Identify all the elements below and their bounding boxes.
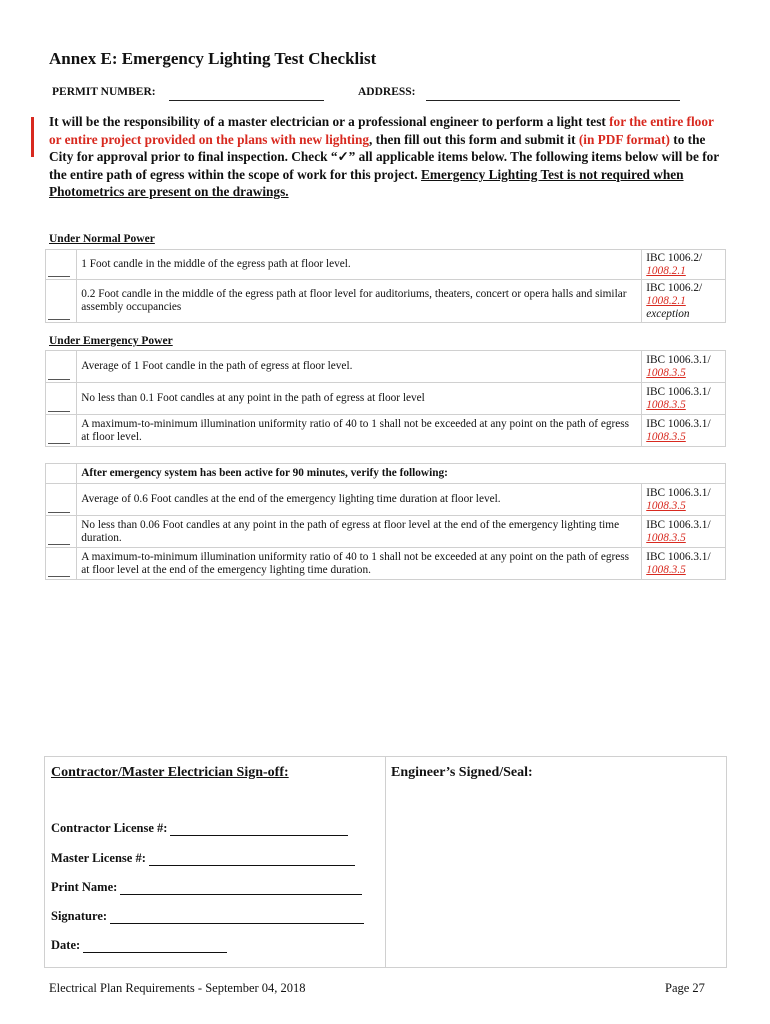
table-row — [46, 250, 726, 280]
after-90-minutes-heading: After emergency system has been active for 90 minutes, verify the following: — [77, 464, 726, 484]
code-reference: IBC 1006.3.1/ — [646, 550, 711, 563]
code-section: 1008.3.5 — [646, 499, 686, 512]
normal-power-table — [45, 249, 726, 323]
signature-row — [51, 909, 364, 924]
intro-text-format: (in PDF format) — [578, 131, 670, 147]
date-field[interactable] — [83, 940, 227, 953]
date-label: Date: — [51, 938, 81, 952]
revision-bar — [31, 117, 34, 157]
checkbox-blank[interactable] — [48, 433, 70, 444]
intro-text-scope: for the entire floor or entire project provided on the plans with new lighting — [49, 114, 714, 147]
item-description: 0.2 Foot candle in the middle of the egress path at floor level for auditoriums, theaters, concert or opera halls and similar assembly occupancies — [77, 280, 642, 323]
checkbox-blank[interactable] — [48, 502, 70, 513]
contractor-license-field[interactable] — [170, 823, 348, 836]
print-name-field[interactable] — [120, 882, 362, 895]
code-section: 1008.3.5 — [646, 531, 686, 544]
code-section: 1008.2.1 — [646, 294, 686, 307]
code-reference: IBC 1006.3.1/ — [646, 417, 711, 430]
code-section: 1008.3.5 — [646, 563, 686, 576]
intro-text-3: to the City for approval prior to final inspection. Check “✓” all applicable items below. The following items below will be for the entire path of egress within the scope of work for this project. — [49, 131, 719, 182]
after-90-minutes-table — [45, 463, 726, 580]
table-row — [46, 484, 726, 516]
table-row — [46, 383, 726, 415]
section-normal-power-heading: Under Normal Power — [49, 233, 155, 245]
signature-label: Signature: — [51, 909, 108, 923]
item-description: A maximum-to-minimum illumination uniformity ratio of 40 to 1 shall not be exceeded at any point on the path of egress at floor level at the end of the emergency lighting time duration. — [77, 548, 642, 580]
table-row — [46, 415, 726, 447]
checkbox-blank[interactable] — [48, 401, 70, 412]
table-row — [46, 280, 726, 323]
code-reference: IBC 1006.3.1/ — [646, 518, 711, 531]
item-description: 1 Foot candle in the middle of the egress path at floor level. — [77, 250, 642, 280]
code-section: 1008.3.5 — [646, 398, 686, 411]
emergency-power-table — [45, 350, 726, 447]
code-section: 1008.3.5 — [646, 430, 686, 443]
signature-field[interactable] — [110, 911, 364, 924]
print-name-row — [51, 880, 362, 895]
item-description: A maximum-to-minimum illumination uniformity ratio of 40 to 1 shall not be exceeded at any point on the path of egress at floor level. — [77, 415, 642, 447]
footer-document-title: Electrical Plan Requirements - September 04, 2018 — [49, 981, 306, 995]
code-reference: IBC 1006.2/ — [646, 251, 703, 264]
checkbox-blank[interactable] — [48, 566, 70, 577]
code-reference: IBC 1006.2/ — [646, 281, 703, 294]
table-row — [46, 516, 726, 548]
master-license-row — [51, 851, 355, 866]
intro-text-1: It will be the responsibility of a master electrician or a professional engineer to perform a light test — [49, 114, 610, 129]
footer-page-number: Page 27 — [665, 981, 705, 995]
permit-number-field[interactable] — [169, 86, 324, 101]
code-section: 1008.2.1 — [646, 264, 686, 277]
code-section: 1008.3.5 — [646, 366, 686, 379]
item-description: No less than 0.06 Foot candles at any point in the path of egress at floor level at the end of the emergency lighting time duration. — [77, 516, 642, 548]
code-exception: exception — [646, 307, 690, 320]
signoff-divider — [385, 757, 386, 967]
code-reference: IBC 1006.3.1/ — [646, 486, 711, 499]
code-reference: IBC 1006.3.1/ — [646, 385, 711, 398]
address-label: ADDRESS: — [358, 86, 416, 98]
item-description: No less than 0.1 Foot candles at any point in the path of egress at floor level — [77, 383, 642, 415]
table-header-row — [46, 464, 726, 484]
contractor-license-row — [51, 821, 348, 836]
contractor-signoff-heading: Contractor/Master Electrician Sign-off: — [51, 765, 289, 780]
code-reference: IBC 1006.3.1/ — [646, 353, 711, 366]
checkbox-blank[interactable] — [48, 309, 70, 320]
section-emergency-power-heading: Under Emergency Power — [49, 335, 173, 347]
print-name-label: Print Name: — [51, 880, 118, 894]
intro-text-note: Emergency Lighting Test is not required when Photometrics are present on the drawings. — [49, 166, 684, 200]
signoff-box — [44, 756, 727, 968]
contractor-license-label: Contractor License #: — [51, 821, 168, 835]
address-field[interactable] — [426, 86, 680, 101]
page-title: Annex E: Emergency Lighting Test Checklist — [49, 49, 377, 68]
checkbox-blank[interactable] — [48, 534, 70, 545]
date-row — [51, 938, 227, 953]
intro-text-2: , then fill out this form and submit it — [369, 131, 579, 147]
engineer-seal-heading: Engineer’s Signed/Seal: — [391, 765, 533, 780]
table-row — [46, 548, 726, 580]
master-license-label: Master License #: — [51, 851, 146, 865]
item-description: Average of 1 Foot candle in the path of egress at floor level. — [77, 351, 642, 383]
checkbox-blank[interactable] — [48, 369, 70, 380]
intro-paragraph — [49, 113, 725, 201]
item-description: Average of 0.6 Foot candles at the end of the emergency lighting time duration at floor level. — [77, 484, 642, 516]
permit-number-label: PERMIT NUMBER: — [52, 86, 156, 98]
table-row — [46, 351, 726, 383]
master-license-field[interactable] — [149, 853, 355, 866]
checkbox-blank[interactable] — [48, 266, 70, 277]
